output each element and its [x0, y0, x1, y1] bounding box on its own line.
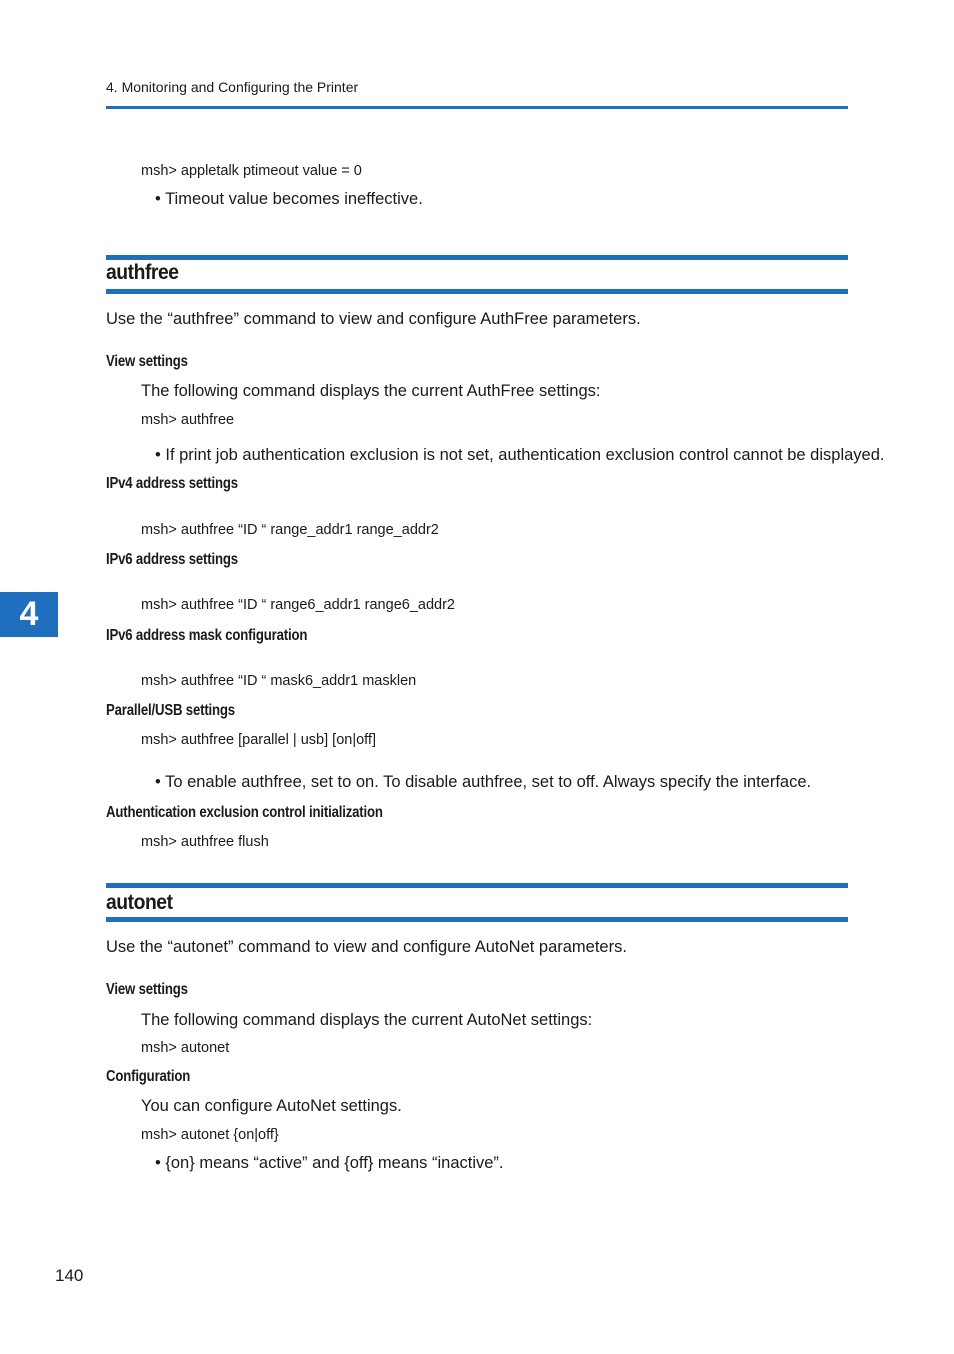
code-line: msh> autonet: [141, 1040, 230, 1056]
section-title-authfree: authfree: [106, 261, 179, 284]
page-number: 140: [55, 1266, 84, 1285]
code-line: msh> authfree “ID “ range6_addr1 range6_addr2: [141, 597, 455, 613]
section-rule-top: [106, 255, 848, 260]
body-text: The following command displays the current AuthFree settings:: [141, 382, 601, 400]
code-line: msh> authfree flush: [141, 834, 269, 850]
subheading-parallel-usb: Parallel/USB settings: [106, 702, 235, 719]
subheading-ipv4: IPv4 address settings: [106, 475, 238, 492]
subheading-view-settings: View settings: [106, 353, 188, 370]
section-description: Use the “autonet” command to view and configure AutoNet parameters.: [106, 938, 627, 956]
bullet-note: • {on} means “active” and {off} means “inactive”.: [155, 1154, 504, 1172]
code-line: msh> authfree “ID “ mask6_addr1 masklen: [141, 673, 417, 689]
section-rule-top: [106, 883, 848, 888]
section-description: Use the “authfree” command to view and configure AuthFree parameters.: [106, 310, 641, 328]
bullet-note: • Timeout value becomes ineffective.: [155, 190, 423, 208]
subheading-init: Authentication exclusion control initialization: [106, 804, 383, 821]
subheading-view-settings: View settings: [106, 981, 188, 998]
running-head: 4. Monitoring and Configuring the Printer: [106, 79, 359, 95]
chapter-tab: 4: [0, 592, 58, 637]
code-line: msh> authfree [parallel | usb] [on|off]: [141, 732, 376, 748]
bullet-note: • If print job authentication exclusion is not set, authentication exclusion control cannot be displayed.: [155, 446, 885, 464]
section-rule-bottom: [106, 289, 848, 294]
header-rule: [106, 106, 848, 109]
subheading-ipv6: IPv6 address settings: [106, 551, 238, 568]
subheading-ipv6-mask: IPv6 address mask configuration: [106, 627, 308, 644]
body-text: The following command displays the current AutoNet settings:: [141, 1011, 593, 1029]
code-line: msh> authfree “ID “ range_addr1 range_addr2: [141, 522, 439, 538]
section-rule-bottom: [106, 917, 848, 922]
subheading-configuration: Configuration: [106, 1068, 191, 1085]
code-line: msh> appletalk ptimeout value = 0: [141, 163, 362, 179]
bullet-note: • To enable authfree, set to on. To disable authfree, set to off. Always specify the interface.: [155, 773, 812, 791]
body-text: You can configure AutoNet settings.: [141, 1097, 402, 1115]
code-line: msh> autonet {on|off}: [141, 1127, 279, 1143]
section-title-autonet: autonet: [106, 891, 173, 914]
code-line: msh> authfree: [141, 412, 235, 428]
